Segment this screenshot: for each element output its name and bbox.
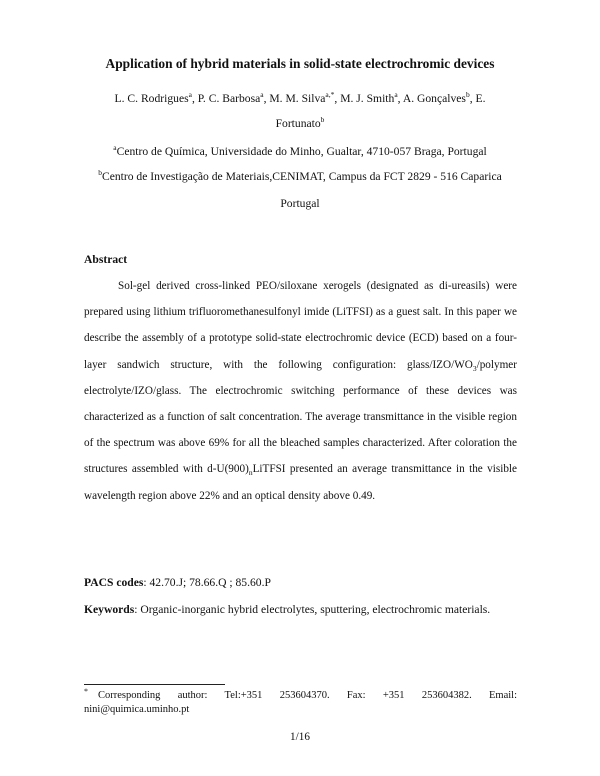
footnote-divider — [84, 684, 225, 685]
affiliation-text: Centro de Investigação de Materiais,CENIMAT, Campus da FCT 2829 - 516 Caparica — [101, 170, 502, 183]
author-separator: , — [263, 92, 270, 105]
abstract-text-2: /polymer electrolyte/IZO/glass. The electrochromic switching performance of these devices was characterized as a function of salt concentration. The average transmittance in the visible region of the spectrum was above 69% for all the bleached samples characterized. After coloration the structures assembled with d-U(900) — [84, 358, 517, 476]
affiliation-b — [0, 170, 600, 183]
abstract-subscript: 3 — [472, 363, 477, 373]
author-affiliation-mark: a,* — [325, 90, 335, 100]
paper-title: Application of hybrid materials in solid-state electrochromic devices — [105, 56, 495, 71]
author: M. M. Silva — [269, 92, 326, 105]
author-line-1 — [0, 92, 600, 105]
author-affiliation-mark: a — [394, 90, 398, 100]
author-affiliation-mark: a — [188, 90, 192, 100]
pacs-label: PACS codes — [84, 576, 144, 589]
affiliation-a — [0, 145, 600, 158]
author: P. C. Barbosa — [197, 92, 261, 105]
footnote: * Corresponding author: Tel:+351 253604370. Fax: +351 253604382. Email: nini@quimica.uminho.pt — [84, 686, 517, 715]
abstract-body — [84, 273, 517, 509]
keywords-label: Keywords — [84, 603, 135, 616]
abstract-text-1: Sol-gel derived cross-linked PEO/siloxane xerogels (designated as di-ureasils) were prepared using lithium trifluoromethanesulfonyl imide (LiTFSI) as a guest salt. In this paper we describe the assembly of a prototype solid-state electrochromic device (ECD) based on a four-layer sandwich structure, with the following configuration: glass/IZO/WO — [84, 280, 517, 371]
keywords — [84, 603, 490, 616]
author: A. Gonçalves — [402, 92, 466, 105]
author-line-2 — [0, 117, 600, 130]
author-affiliation-mark: b — [320, 115, 325, 125]
abstract-subscript: n — [248, 468, 253, 478]
abstract-heading: Abstract — [84, 253, 128, 266]
pacs-value: : 42.70.J; 78.66.Q ; 85.60.P — [143, 576, 271, 589]
author-separator: , — [334, 92, 341, 105]
author-affiliation-mark: b — [465, 90, 470, 100]
affiliation-b-country: Portugal — [280, 197, 320, 210]
author: L. C. Rodrigues — [114, 92, 189, 105]
author-separator: , — [191, 92, 198, 105]
author-separator: , — [397, 92, 403, 105]
author-affiliation-mark: a — [260, 90, 264, 100]
pacs-codes — [84, 576, 271, 589]
page-number: 1/16 — [290, 731, 310, 743]
affiliation-mark: b — [98, 168, 102, 178]
footnote-text: Corresponding author: Tel:+351 253604370. Fax: +351 253604382. Email: nini@quimica.uminho.pt — [84, 690, 517, 715]
affiliation-mark: a — [113, 143, 117, 153]
abstract-text-3: LiTFSI presented an average transmittance in the visible wavelength region above 22% and an optical density above 0.49. — [84, 463, 517, 502]
author: Fortunato — [275, 117, 321, 130]
author: M. J. Smith — [340, 92, 395, 105]
affiliation-text: Centro de Química, Universidade do Minho, Gualtar, 4710-057 Braga, Portugal — [116, 145, 487, 158]
author-separator: , E. — [469, 92, 486, 105]
keywords-value: : Organic-inorganic hybrid electrolytes, sputtering, electrochromic materials. — [134, 603, 491, 616]
